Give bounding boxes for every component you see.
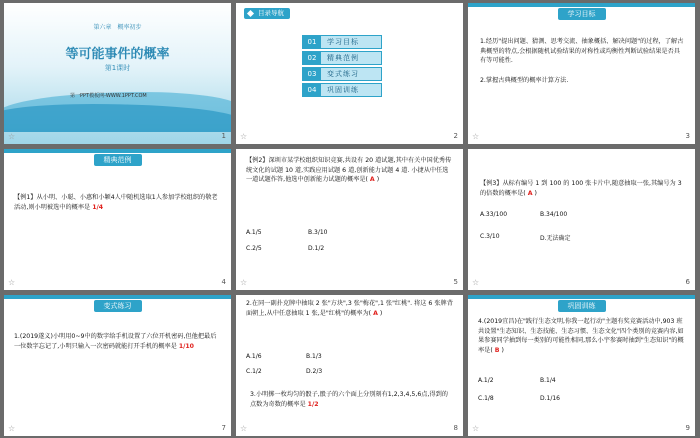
slide-thumbnail-1[interactable] [4,3,231,144]
section-header: 变式练习 [94,300,142,312]
example-text [480,179,684,198]
toc-label: 学习目标 [321,36,381,48]
answer-text: 1/10 [178,342,194,350]
slide-thumbnail-8[interactable] [236,295,463,436]
slide-number: 1 [221,132,226,140]
option-a: A.1/2 [478,377,494,384]
option-d: D.1/2 [308,245,325,252]
question-tail: ) [501,346,504,354]
toc-label: 变式练习 [321,68,381,80]
objective-2: 2.掌握古典概型的概率计算方法. [480,77,569,84]
toc-label: 精典范例 [321,52,381,64]
option-b: B.3/10 [308,229,328,236]
option-a: A.1/6 [246,353,262,360]
question-tail: ) [376,176,380,183]
toc-item[interactable] [302,83,382,97]
exercise-text [478,317,686,355]
star-icon[interactable]: ☆ [240,132,248,141]
toc-item[interactable] [302,35,382,49]
toc-number: 04 [303,84,321,96]
options [480,211,684,245]
slide-footer [236,278,463,290]
options [478,377,686,411]
option-c: C.2/5 [246,245,262,252]
slide-number: 4 [221,278,226,286]
slide-number: 7 [221,424,226,432]
slide-number: 3 [685,132,690,140]
star-icon[interactable]: ☆ [472,424,480,433]
top-bar [468,3,695,7]
slide-footer [236,132,463,144]
question-text: 【例2】深圳市某学校组织知识竞赛,共设有 20 道试题,其中有关中国优秀传统文化的试题 10 道,实践应用试题 6 道,创新能力试题 4 道. 小捷从中任选一道试题作答,他选中创新能力试题的概率是( [246,157,452,183]
toc-list [302,35,382,99]
option-d: D.2/3 [306,368,323,375]
slide-thumbnail-9[interactable] [468,295,695,436]
slide-footer [468,424,695,436]
star-icon[interactable]: ☆ [240,278,248,287]
slide-thumbnail-5[interactable] [236,149,463,290]
top-bar [4,149,231,153]
lesson-title: 等可能事件的概率 [65,47,170,62]
example-text [14,193,222,212]
option-a: A.1/5 [246,229,262,236]
toc-item[interactable] [302,67,382,81]
answer-text: 1/2 [307,400,319,408]
exercise-text [14,332,222,351]
objective-1: 1.经历"提出问题、猜测、思考交流、抽象概括、解决问题"的过程，了解古典概型的特点,会根据随机试验结果的对称性或均衡性判断试验结果是否具有等可能性. [480,38,684,64]
star-icon[interactable]: ☆ [8,424,16,433]
slide-number: 9 [685,424,690,432]
slide-thumbnail-3[interactable] [468,3,695,144]
slide-number: 2 [453,132,458,140]
option-d: D.1/16 [540,395,561,402]
slide-thumbnail-2[interactable] [236,3,463,144]
slide-footer [468,278,695,290]
section-header: 精典范例 [94,154,142,166]
star-icon[interactable]: ☆ [8,278,16,287]
slide-number: 8 [453,424,458,432]
answer-text: A [369,176,375,183]
slide-number: 6 [685,278,690,286]
question-text: 【例3】从标有编号 1 到 100 的 100 张卡片中,随意抽取一张,其编号为 3 的倍数的概率是( [480,180,682,197]
slide-footer [468,132,695,144]
question-text: 【例1】从小明、小聪、小惠和小颖4人中随机选取1人参加学校组织的敬老活动,则小明被选中的概率是 [14,194,218,211]
answer-text: B [494,346,500,354]
answer-text: A [373,309,378,317]
question-text: 3.小明掷一枚均匀的骰子,骰子的六个面上分别刻有1,2,3,4,5,6点,得到的点数为奇数的概率是 [250,391,448,408]
option-b: B.1/4 [540,377,556,384]
question-text: 4.(2019宜昌)在"践行生态文明,你我一起行动"主题有奖竞赛活动中,903 班共设置"生态知识、生态技能、生态习惯、生态文化"四个类别的竞赛内容,如果参赛同学抽到每一类别的可能性相同,那么小宇参赛时抽到"生态知识"的概率是( [478,318,684,354]
toc-item[interactable] [302,51,382,65]
option-d: D.无法确定 [540,235,571,242]
question-text: 1.(2019遂义)小明用0~9中的数字给手机设置了六位开机密码,但他把最后一位数字忘记了,小明只输入一次密码就能打开手机的概率是 [14,333,217,350]
star-icon[interactable]: ☆ [240,424,248,433]
slide-footer [236,424,463,436]
slide-thumbnail-7[interactable] [4,295,231,436]
option-c: C.1/2 [246,368,262,375]
option-c: C.1/8 [478,395,494,402]
slide-thumbnail-4[interactable] [4,149,231,290]
top-bar [4,295,231,299]
slide-footer [4,132,231,144]
option-b: B.34/100 [540,211,568,218]
answer-text: 1/4 [92,203,104,211]
star-icon[interactable]: ☆ [472,278,480,287]
chapter-label: 第六章 概率初步 [93,24,142,31]
exercise-text-2 [250,390,454,409]
section-header: 学习目标 [558,8,606,20]
option-a: A.33/100 [480,211,508,218]
question-tail: ) [534,189,537,197]
toc-number: 01 [303,36,321,48]
top-bar [468,295,695,299]
options [246,229,454,263]
site-watermark: 第一PPT模板网-WWW.1PPT.COM [70,93,147,99]
section-header: 巩固训练 [558,300,606,312]
toc-number: 02 [303,52,321,64]
example-text [246,156,454,185]
question-tail: ) [379,309,383,317]
slide-footer [4,278,231,290]
toc-header: 目录导航 [244,8,290,19]
star-icon[interactable]: ☆ [8,132,16,141]
question-text: 2.在同一副扑克牌中抽取 2 张"方块",3 张"梅花",1 张"红桃". 将这 6 张牌背面朝上,从中任意抽取 1 张,是"红桃"的概率为( [246,300,453,317]
slide-footer [4,424,231,436]
toc-number: 03 [303,68,321,80]
slide-number: 5 [453,278,458,286]
option-b: B.1/3 [306,353,322,360]
options [246,353,454,383]
slide-thumbnail-6[interactable] [468,149,695,290]
lesson-subtitle: 第1课时 [104,64,131,72]
decorative-wave [4,104,231,132]
option-c: C.3/10 [480,233,500,240]
toc-label: 巩固训练 [321,84,381,96]
star-icon[interactable]: ☆ [472,132,480,141]
exercise-text [246,299,454,318]
answer-text: A [527,189,533,197]
